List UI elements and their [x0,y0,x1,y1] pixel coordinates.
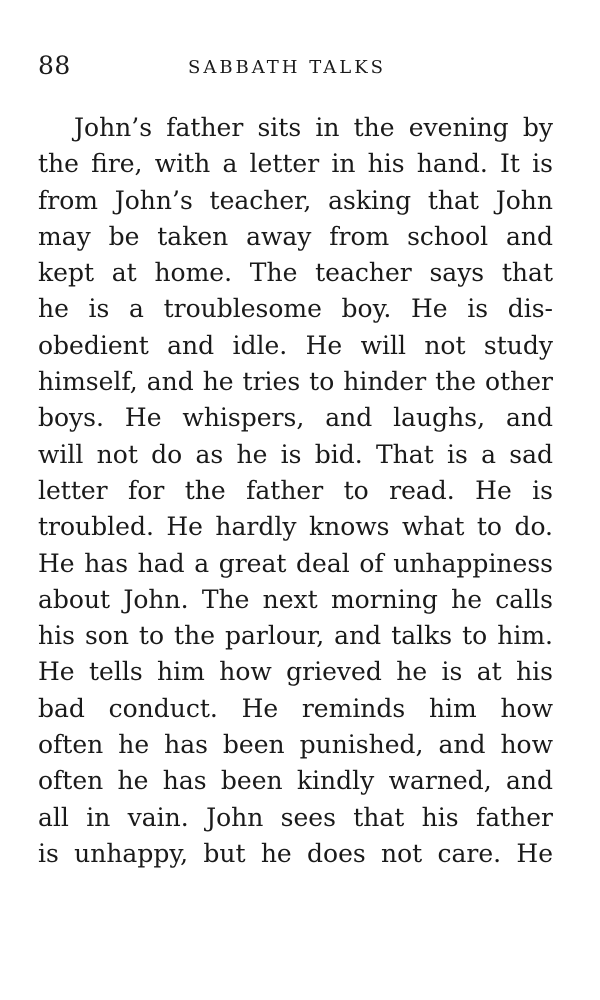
text-line: He tells him how grieved he is at his [38,657,553,687]
running-title: SABBATH TALKS [188,57,386,78]
text-line: the fire, with a letter in his hand. It is [38,149,553,179]
text-line: John’s father sits in the evening by [74,113,553,142]
text-line: often he has been punished, and how [38,730,553,760]
running-head [38,48,553,84]
text-line: is unhappy, but he does not care. He [38,838,553,868]
text-line: he is a troublesome boy. He is dis- [38,294,553,324]
text-line: obedient and idle. He will not study [38,330,553,360]
text-line: bad conduct. He reminds him how [38,693,553,723]
text-line: may be taken away from school and [38,221,553,251]
text-line: all in vain. John sees that his father [38,802,553,832]
text-line: kept at home. The teacher says that [38,258,553,288]
text-line: boys. He whispers, and laughs, and [38,403,553,433]
text-line: about John. The next morning he calls [38,584,553,614]
text-line: will not do as he is bid. That is a sad [38,439,553,469]
text-line: letter for the father to read. He is [38,475,553,505]
text-line: troubled. He hardly knows what to do. [38,512,553,542]
text-line: his son to the parlour, and talks to him. [38,621,553,651]
text-line: from John’s teacher, asking that John [38,185,553,215]
page-number: 88 [38,51,71,80]
body-text [38,110,553,872]
text-line: himself, and he tries to hinder the other [38,367,553,397]
text-line: often he has been kindly warned, and [38,766,553,796]
text-line: He has had a great deal of unhappiness [38,548,553,578]
